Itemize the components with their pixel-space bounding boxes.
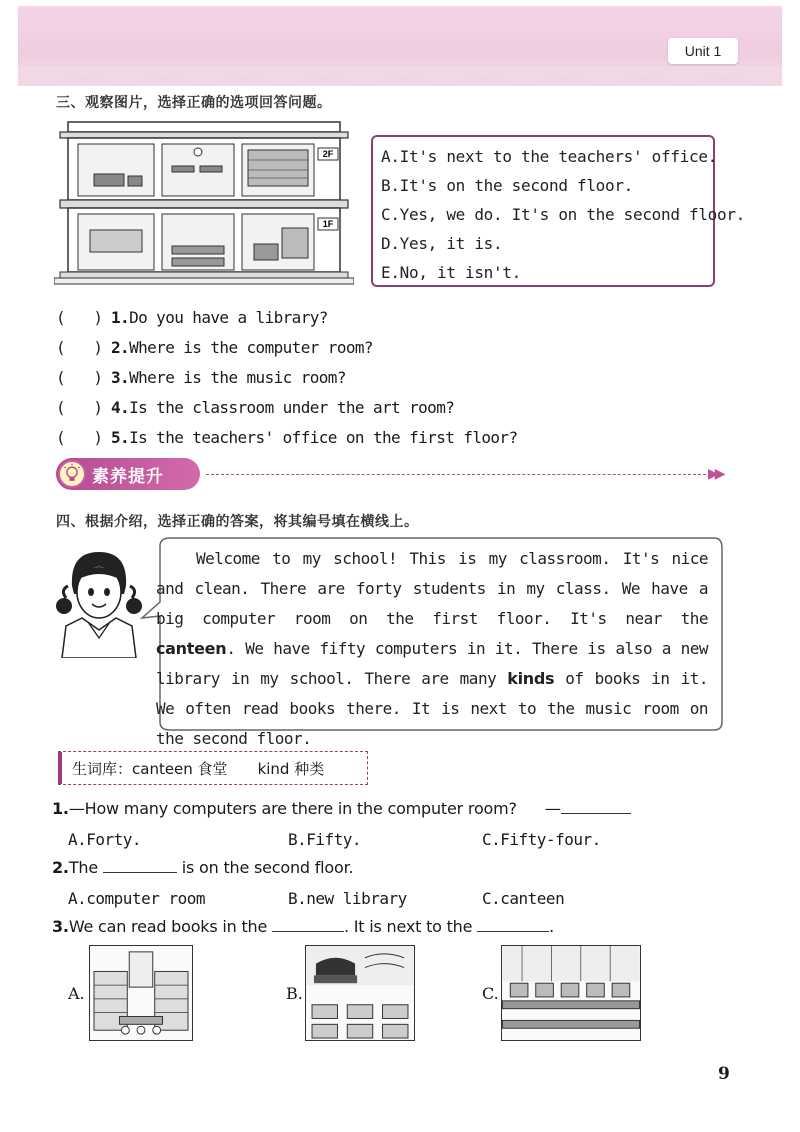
banner-dashed-line (206, 474, 706, 475)
question-text: Do you have a library? (129, 307, 328, 327)
vocab-item-kind: kind 种类 (257, 759, 325, 778)
vocabulary-box (58, 751, 368, 785)
q1-choice-a: A.Forty. (68, 830, 142, 849)
answer-dash: — (544, 799, 561, 818)
page-number: 9 (718, 1064, 730, 1084)
section4-title: 四、根据介绍，选择正确的答案，将其编号填在横线上。 (56, 514, 419, 530)
double-arrow-icon: ▶▶ (708, 466, 722, 482)
question-number: 1. (52, 799, 69, 818)
question-text-middle: . It is next to the (344, 917, 473, 936)
picture-label-a: A. (68, 984, 85, 1003)
vocab-item-canteen: 生词库：canteen 食堂 (72, 759, 228, 778)
question-number: 3. (111, 367, 130, 387)
question-text: Is the classroom under the art room? (129, 397, 455, 417)
keyword-canteen: canteen (156, 639, 227, 658)
answer-paren[interactable]: ( ) (56, 307, 103, 327)
q2-choice-c: C.canteen (482, 889, 565, 908)
picture-label-c: C. (482, 984, 499, 1003)
unit-tag: Unit 1 (668, 38, 738, 64)
picture-label-b: B. (286, 984, 303, 1003)
answer-blank[interactable] (103, 859, 177, 873)
banner-label: 素养提升 (92, 467, 164, 487)
answer-blank[interactable] (561, 800, 631, 814)
option-b: B.It's on the second floor. (381, 176, 633, 195)
computer-room-picture (501, 945, 641, 1041)
floor-label-1f: 1F (322, 219, 334, 229)
answer-blank-1[interactable] (272, 918, 344, 932)
passage-part-3: of books in it. We often read books there. It is next to the music room on the second floor. (156, 669, 708, 748)
section3-title: 三、观察图片，选择正确的选项回答问题。 (56, 95, 332, 111)
floor-label-2f: 2F (322, 149, 334, 159)
answer-paren[interactable]: ( ) (56, 367, 103, 387)
mcq-question-2 (52, 858, 353, 877)
question-text: Is the teachers' office on the first floor? (129, 427, 518, 447)
question-row (56, 392, 518, 422)
question-number: 4. (111, 397, 130, 417)
option-c: C.Yes, we do. It's on the second floor. (381, 205, 745, 224)
question-text: Where is the music room? (129, 367, 346, 387)
answer-blank-2[interactable] (477, 918, 549, 932)
music-room-picture (305, 945, 415, 1041)
question-row (56, 422, 518, 452)
question-row (56, 362, 518, 392)
passage-part-2: . We have fifty computers in it. There is also a new library in my school. There are many (156, 639, 708, 688)
keyword-kinds: kinds (507, 669, 555, 688)
question-row (56, 332, 518, 362)
school-building-illustration (54, 118, 354, 294)
question-number: 1. (111, 307, 130, 327)
mcq-question-3 (52, 917, 554, 936)
lightbulb-icon (58, 460, 86, 488)
q2-choice-b: B.new library (288, 889, 407, 908)
question-number: 3. (52, 917, 69, 936)
answer-paren[interactable]: ( ) (56, 397, 103, 417)
option-e: E.No, it isn't. (381, 263, 521, 282)
question-text-before: We can read books in the (68, 917, 268, 936)
mcq-question-1 (52, 799, 631, 818)
question-number: 2. (52, 858, 69, 877)
question-text-end: . (549, 917, 555, 936)
question-text: Where is the computer room? (129, 337, 373, 357)
option-a: A.It's next to the teachers' office. (381, 147, 717, 166)
reading-passage (156, 544, 708, 754)
passage-part-1: Welcome to my school! This is my classroom. It's nice and clean. There are forty students in my class. We have a big computer room on the first floor. It's near the (156, 549, 708, 628)
q1-choice-b: B.Fifty. (288, 830, 362, 849)
answer-paren[interactable]: ( ) (56, 337, 103, 357)
library-picture (89, 945, 193, 1041)
answer-options-box (371, 135, 745, 287)
q2-choice-a: A.computer room (68, 889, 205, 908)
header-wave-decoration (18, 66, 782, 92)
question-number: 2. (111, 337, 130, 357)
answer-paren[interactable]: ( ) (56, 427, 103, 447)
literacy-banner (56, 458, 736, 490)
question-number: 5. (111, 427, 130, 447)
section3-question-list (56, 302, 518, 452)
question-text-before: The (68, 858, 98, 877)
q1-choice-c: C.Fifty-four. (482, 830, 601, 849)
question-text: —How many computers are there in the computer room? (68, 799, 517, 818)
option-d: D.Yes, it is. (381, 234, 503, 253)
question-text-after: is on the second floor. (181, 858, 354, 877)
question-row (56, 302, 518, 332)
